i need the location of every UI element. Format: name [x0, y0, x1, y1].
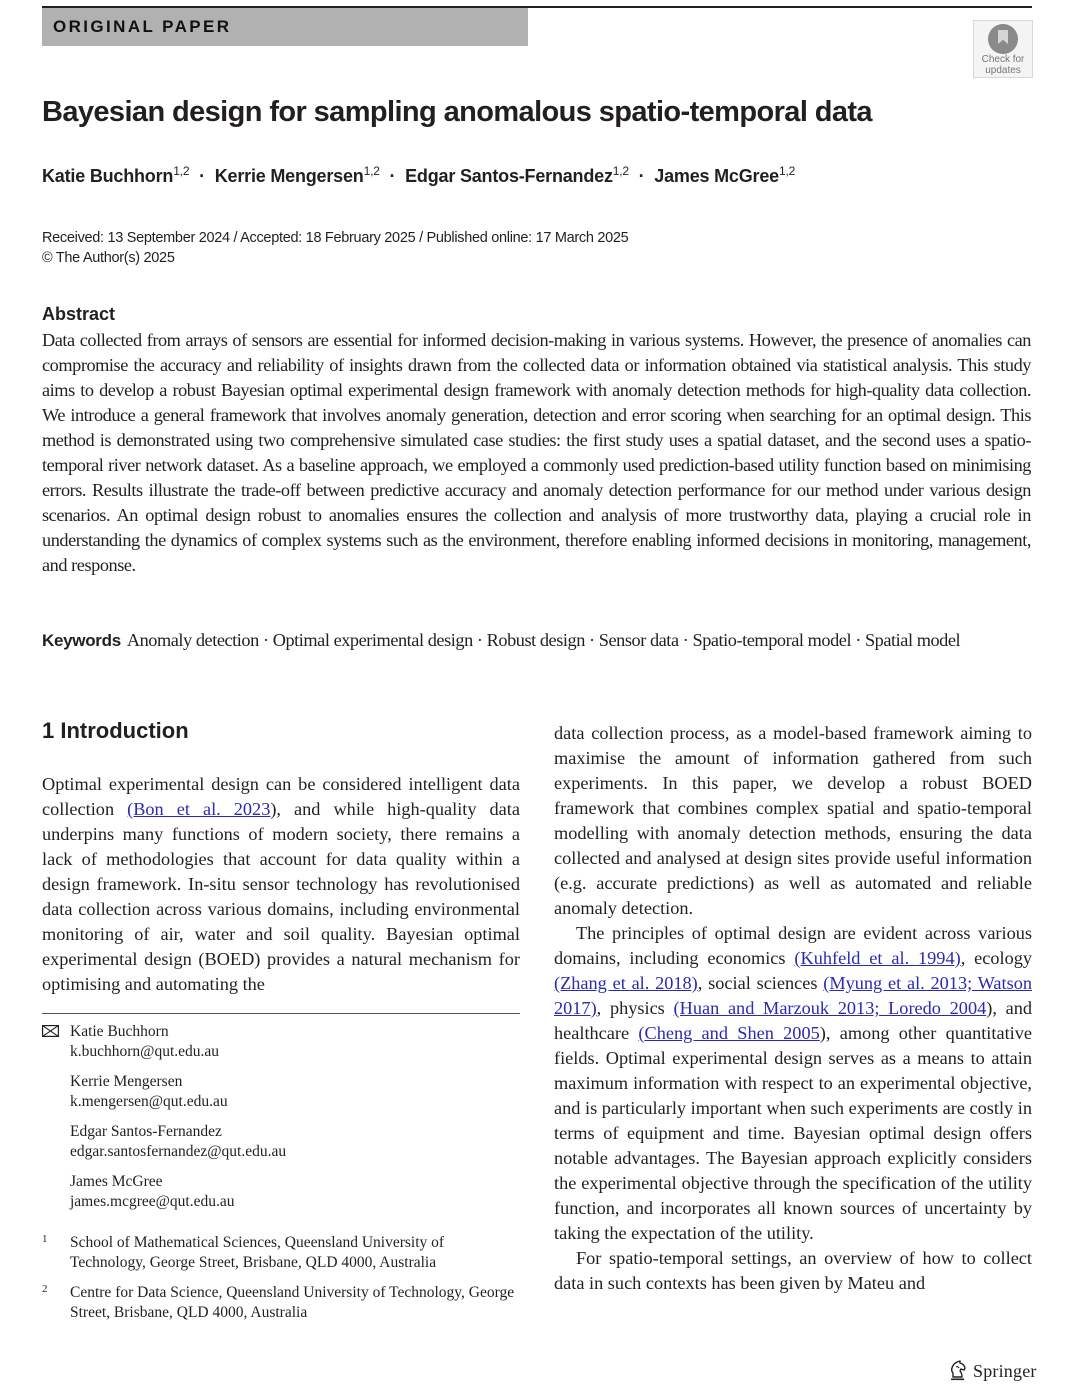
author-separator: ·	[389, 166, 396, 186]
paper-title: Bayesian design for sampling anomalous spatio-temporal data	[42, 96, 872, 128]
affiliation-entry	[42, 1233, 520, 1273]
contact-entry	[42, 1172, 520, 1212]
paragraph: For spatio-temporal settings, an overview of how to collect data in such contexts has been given by Mateu and	[554, 1248, 1032, 1293]
abstract-heading: Abstract	[42, 304, 116, 324]
paragraph	[554, 921, 1032, 1246]
text-run: , ecology	[960, 948, 1033, 968]
contact-email[interactable]: k.buchhorn@qut.edu.au	[70, 1043, 220, 1060]
affiliations	[42, 1233, 520, 1333]
author-separator: ·	[199, 166, 205, 186]
affiliation-entry	[42, 1283, 520, 1323]
article-type-banner	[42, 8, 528, 46]
contact-email[interactable]: james.mcgree@qut.edu.au	[70, 1193, 235, 1210]
keywords-list: Anomaly detection · Optimal experimental design · Robust design · Sensor data · Spatio-temporal model · Spatial model	[126, 630, 961, 650]
text-run: , physics	[596, 998, 674, 1018]
abstract-text: Data collected from arrays of sensors are essential for informed decision-making in various systems. However, the presence of anomalies can compromise the accuracy and reliability of insights drawn from the collected data or information obtained via statistical analysis. This study aims to develop a robust Bayesian optimal experimental design framework with anomaly detection methods for high-quality data collection. We introduce a general framework that involves anomaly generation, detection and error scoring when searching for an optimal design. This method is demonstrated using two comprehensive simulated case studies: the first study uses a spatial dataset, and the second uses a spatio-temporal river network dataset. As a baseline approach, we employed a commonly used prediction-based utility function based on minimising errors. Results illustrate the trade-off between predictive accuracy and anomaly detection performance for our method under various design scenarios. An optimal design robust to anomalies ensures the collection and analysis of more trustworthy data, playing a crucial role in understanding the dynamics of complex systems such as the environment, therefore enabling informed decisions in monitoring, management, and response.	[42, 330, 1031, 575]
publication-dates	[42, 228, 628, 268]
contact-email[interactable]: k.mengersen@qut.edu.au	[70, 1093, 228, 1110]
keywords-label: Keywords	[42, 631, 121, 650]
text-run: The principles of optimal design are evident across various domains, including economics	[554, 923, 1032, 968]
affiliation-text: School of Mathematical Sciences, Queensland University of Technology, George Street, Brisbane, QLD 4000, Australia	[70, 1234, 445, 1271]
author-affiliation-marker: 1,2	[363, 164, 380, 178]
contact-entry	[42, 1072, 520, 1112]
contact-name: Edgar Santos-Fernandez	[70, 1123, 222, 1140]
article-type-label: ORIGINAL PAPER	[53, 17, 232, 36]
affiliation-number: 2	[42, 1283, 48, 1295]
text-run: , social sciences	[697, 973, 824, 993]
section-heading-introduction: 1 Introduction	[42, 718, 189, 743]
envelope-icon	[42, 1025, 59, 1037]
author-name[interactable]: Kerrie Mengersen	[214, 166, 364, 186]
author-name[interactable]: Edgar Santos-Fernandez	[405, 166, 613, 186]
author-affiliation-marker: 1,2	[778, 164, 796, 178]
crossmark-text-line1: Check for	[981, 54, 1025, 65]
citation-link[interactable]: (Huan and Marzouk 2013; Loredo 2004	[673, 998, 987, 1018]
contact-name: Katie Buchhorn	[70, 1023, 169, 1040]
crossmark-bookmark-icon	[988, 24, 1018, 54]
author-name[interactable]: Katie Buchhorn	[42, 166, 174, 186]
springer-horse-logo-icon	[948, 1360, 968, 1382]
left-column-body	[42, 772, 520, 997]
right-column-body	[554, 721, 1032, 1296]
keywords	[42, 628, 1031, 653]
contact-name: Kerrie Mengersen	[70, 1073, 183, 1090]
publisher-name: Springer	[973, 1360, 1037, 1381]
affiliation-number: 1	[42, 1233, 48, 1245]
text-run: ), among other quantitative fields. Optimal experimental design serves as a means to attain maximum information with respect to an experimental objective, and is particularly important when such experiments are costly in terms of equipment and time. Bayesian optimal design offers notable advantages. The Bayesian approach explicitly considers the experimental objective through the specification of the utility function, and incorporates all known sources of uncertainty by taking the expectation of the utility.	[554, 1023, 1032, 1243]
contact-entry	[42, 1122, 520, 1162]
contact-name: James McGree	[70, 1173, 163, 1190]
crossmark-text-line2: updates	[985, 65, 1021, 76]
contact-entry	[42, 1022, 520, 1062]
copyright-notice: © The Author(s) 2025	[42, 250, 175, 266]
citation-link[interactable]: (Kuhfeld et al. 1994)	[794, 948, 961, 968]
check-for-updates-button[interactable]	[973, 20, 1033, 78]
history-dates: Received: 13 September 2024 / Accepted: 18 February 2025 / Published online: 17 March 2025	[42, 230, 629, 246]
citation-link[interactable]: (Zhang et al. 2018)	[554, 973, 698, 993]
text-run: Optimal experimental design can be considered intelligent data collection	[42, 774, 520, 819]
citation-link[interactable]: (Myung et al. 2013; Watson 2017)	[554, 973, 1033, 1018]
citation-link[interactable]: (Bon et al. 2023	[127, 799, 271, 819]
author-name[interactable]: James McGree	[654, 166, 779, 186]
paragraph: data collection process, as a model-based framework aiming to maximise the amount of information gathered from such experiments. In this paper, we develop a robust BOED framework that combines complex spatial and spatio-temporal modelling with anomaly detection methods, ensuring the data collected and analysed at design sites provide useful information (e.g. accurate predictions) as well as automated and reliable anomaly detection.	[554, 723, 1032, 918]
author-list	[42, 166, 795, 187]
contact-email[interactable]: edgar.santosfernandez@qut.edu.au	[70, 1143, 287, 1160]
text-run: ), and while high-quality data underpins many functions of modern society, there remains a lack of methodologies that account for data quality within a design framework. In-situ sensor technology has revolutionised data collection across various domains, including environmental monitoring of air, water and soil quality. Bayesian optimal experimental design (BOED) provides a natural mechanism for optimising and automating the	[42, 799, 520, 994]
author-separator: ·	[638, 166, 645, 186]
affiliation-text: Centre for Data Science, Queensland University of Technology, George Street, Brisbane, QLD 4000, Australia	[70, 1284, 515, 1321]
intro-paragraph	[42, 772, 520, 997]
footnote-divider	[42, 1013, 520, 1014]
author-contacts	[42, 1022, 520, 1222]
author-affiliation-marker: 1,2	[612, 164, 629, 178]
publisher-logo	[948, 1360, 1037, 1382]
text-run: ), and healthcare	[554, 998, 1033, 1043]
citation-link[interactable]: (Cheng and Shen 2005	[638, 1023, 820, 1043]
author-affiliation-marker: 1,2	[173, 164, 190, 178]
